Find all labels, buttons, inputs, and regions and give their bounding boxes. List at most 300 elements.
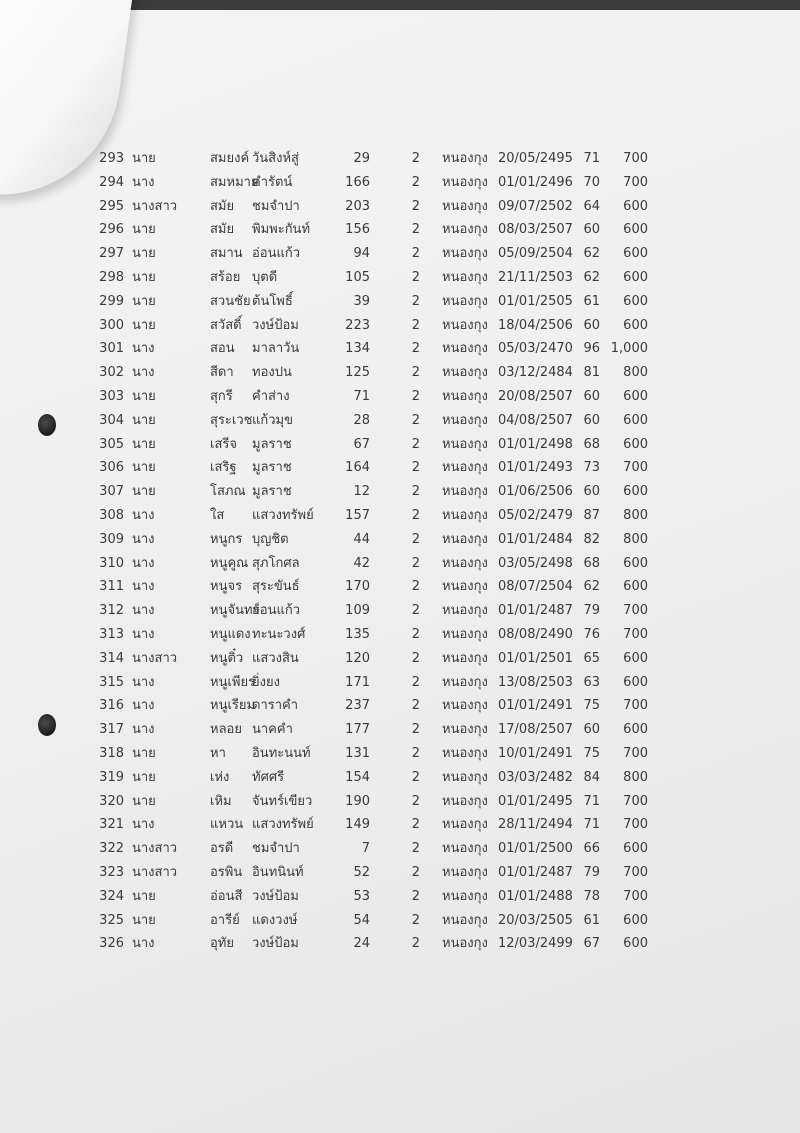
moo-number: 2 bbox=[411, 412, 420, 428]
moo-number: 2 bbox=[411, 151, 420, 166]
moo-number: 2 bbox=[411, 270, 420, 285]
first-name: สมหมาย bbox=[210, 174, 259, 190]
first-name: เสรีจ bbox=[210, 436, 237, 452]
age: 79 bbox=[583, 603, 600, 619]
age: 68 bbox=[583, 555, 600, 571]
birth-date: 01/01/2500 bbox=[498, 841, 573, 857]
house-number: 67 bbox=[353, 436, 370, 452]
name-prefix: นางสาว bbox=[132, 841, 178, 857]
moo-number: 2 bbox=[411, 627, 420, 642]
birth-date: 01/01/2491 bbox=[498, 698, 573, 714]
village-name: หนองกุง bbox=[442, 674, 488, 690]
house-number: 120 bbox=[345, 650, 370, 666]
last-name: ดาราคำ bbox=[252, 698, 299, 714]
row-number: 314 bbox=[99, 650, 124, 666]
table-row bbox=[0, 195, 800, 219]
name-prefix: นาย bbox=[132, 912, 156, 928]
birth-date: 01/01/2487 bbox=[498, 865, 573, 880]
table-row bbox=[0, 504, 800, 528]
birth-date: 03/03/2482 bbox=[498, 769, 573, 785]
row-number: 295 bbox=[99, 198, 124, 214]
age: 60 bbox=[583, 722, 600, 738]
age: 64 bbox=[583, 198, 600, 214]
village-name: หนองกุง bbox=[442, 722, 488, 738]
row-number: 321 bbox=[99, 817, 124, 833]
row-number: 304 bbox=[99, 412, 124, 428]
village-name: หนองกุง bbox=[442, 270, 488, 285]
table-row bbox=[0, 218, 800, 242]
house-number: 171 bbox=[345, 674, 370, 690]
village-name: หนองกุง bbox=[442, 222, 488, 238]
amount: 600 bbox=[623, 222, 648, 238]
house-number: 44 bbox=[353, 531, 370, 547]
row-number: 312 bbox=[99, 603, 124, 619]
house-number: 12 bbox=[353, 484, 370, 500]
age: 71 bbox=[583, 151, 600, 166]
row-number: 301 bbox=[99, 341, 124, 357]
village-name: หนองกุง bbox=[442, 912, 488, 928]
name-prefix: นาย bbox=[132, 389, 156, 404]
village-name: หนองกุง bbox=[442, 603, 488, 619]
row-number: 316 bbox=[99, 698, 124, 714]
moo-number: 2 bbox=[411, 769, 420, 785]
village-name: หนองกุง bbox=[442, 769, 488, 785]
amount: 600 bbox=[623, 841, 648, 857]
table-row bbox=[0, 813, 800, 837]
moo-number: 2 bbox=[411, 317, 420, 333]
last-name: ชมจำปา bbox=[252, 198, 300, 214]
village-name: หนองกุง bbox=[442, 412, 488, 428]
village-name: หนองกุง bbox=[442, 817, 488, 833]
table-row bbox=[0, 552, 800, 576]
row-number: 303 bbox=[99, 389, 124, 404]
amount: 600 bbox=[623, 270, 648, 285]
birth-date: 01/01/2493 bbox=[498, 460, 573, 476]
name-prefix: นาง bbox=[132, 674, 155, 690]
house-number: 190 bbox=[345, 793, 370, 809]
age: 60 bbox=[583, 317, 600, 333]
birth-date: 05/03/2470 bbox=[498, 341, 573, 357]
name-prefix: นาง bbox=[132, 508, 155, 523]
village-name: หนองกุง bbox=[442, 198, 488, 214]
first-name: หลอย bbox=[210, 722, 242, 738]
first-name: อุทัย bbox=[210, 936, 234, 952]
table-row bbox=[0, 671, 800, 695]
table-row bbox=[0, 290, 800, 314]
row-number: 306 bbox=[99, 460, 124, 476]
moo-number: 2 bbox=[411, 936, 420, 952]
last-name: มูลราช bbox=[252, 484, 292, 500]
house-number: 42 bbox=[353, 555, 370, 571]
last-name: สุระขันธ์ bbox=[252, 579, 300, 595]
village-name: หนองกุง bbox=[442, 151, 488, 166]
last-name: ทองปน bbox=[252, 365, 292, 381]
birth-date: 13/08/2503 bbox=[498, 674, 573, 690]
table-row bbox=[0, 456, 800, 480]
first-name: สมัย bbox=[210, 222, 235, 238]
house-number: 135 bbox=[345, 627, 370, 642]
name-prefix: นาย bbox=[132, 484, 156, 500]
last-name: วันสิงห์สู่ bbox=[252, 151, 299, 166]
name-prefix: นางสาว bbox=[132, 865, 178, 880]
amount: 700 bbox=[623, 698, 648, 714]
village-name: หนองกุง bbox=[442, 508, 488, 523]
village-name: หนองกุง bbox=[442, 579, 488, 595]
name-prefix: นาง bbox=[132, 365, 155, 381]
name-prefix: นาง bbox=[132, 579, 155, 595]
amount: 700 bbox=[623, 603, 648, 619]
age: 81 bbox=[583, 365, 600, 381]
first-name: สุระเวช bbox=[210, 412, 253, 428]
amount: 600 bbox=[623, 722, 648, 738]
age: 78 bbox=[583, 888, 600, 904]
row-number: 293 bbox=[99, 151, 124, 166]
last-name: ต้นโพธิ์ bbox=[252, 293, 293, 309]
row-number: 309 bbox=[99, 531, 124, 547]
village-name: หนองกุง bbox=[442, 698, 488, 714]
table-row bbox=[0, 337, 800, 361]
row-number: 322 bbox=[99, 841, 124, 857]
house-number: 54 bbox=[353, 912, 370, 928]
birth-date: 01/01/2496 bbox=[498, 174, 573, 190]
house-number: 149 bbox=[345, 817, 370, 833]
name-prefix: นาย bbox=[132, 436, 156, 452]
name-prefix: นาย bbox=[132, 246, 156, 262]
age: 75 bbox=[583, 698, 600, 714]
moo-number: 2 bbox=[411, 793, 420, 809]
amount: 700 bbox=[623, 174, 648, 190]
amount: 600 bbox=[623, 484, 648, 500]
last-name: บุญชิต bbox=[252, 531, 289, 547]
name-prefix: นาย bbox=[132, 793, 156, 809]
last-name: สุภโกศล bbox=[252, 555, 300, 571]
table-row bbox=[0, 433, 800, 457]
age: 71 bbox=[583, 817, 600, 833]
row-number: 313 bbox=[99, 627, 124, 642]
table-row bbox=[0, 528, 800, 552]
age: 82 bbox=[583, 531, 600, 547]
row-number: 317 bbox=[99, 722, 124, 738]
house-number: 177 bbox=[345, 722, 370, 738]
row-number: 318 bbox=[99, 746, 124, 761]
name-prefix: นาย bbox=[132, 293, 156, 309]
first-name: หนูติ๋ว bbox=[210, 650, 244, 666]
name-prefix: นาง bbox=[132, 531, 155, 547]
name-prefix: นางสาว bbox=[132, 198, 178, 214]
amount: 700 bbox=[623, 888, 648, 904]
name-prefix: นาง bbox=[132, 174, 155, 190]
moo-number: 2 bbox=[411, 365, 420, 381]
village-name: หนองกุง bbox=[442, 627, 488, 642]
first-name: สีดา bbox=[210, 365, 234, 381]
age: 61 bbox=[583, 912, 600, 928]
first-name: ใส bbox=[210, 508, 225, 523]
name-prefix: นางสาว bbox=[132, 650, 178, 666]
birth-date: 03/12/2484 bbox=[498, 365, 573, 381]
first-name: หนูจันทร์ bbox=[210, 603, 260, 619]
village-name: หนองกุง bbox=[442, 341, 488, 357]
village-name: หนองกุง bbox=[442, 317, 488, 333]
first-name: เหิม bbox=[210, 793, 232, 809]
first-name: สร้อย bbox=[210, 270, 241, 285]
house-number: 125 bbox=[345, 365, 370, 381]
house-number: 237 bbox=[345, 698, 370, 714]
name-prefix: นาง bbox=[132, 341, 155, 357]
last-name: ทะนะวงศ์ bbox=[252, 627, 306, 642]
first-name: สอน bbox=[210, 341, 235, 357]
name-prefix: นาง bbox=[132, 555, 155, 571]
amount: 600 bbox=[623, 389, 648, 404]
last-name: คำส่าง bbox=[252, 389, 290, 404]
village-name: หนองกุง bbox=[442, 531, 488, 547]
first-name: สมยงค์ bbox=[210, 151, 250, 166]
table-row bbox=[0, 242, 800, 266]
last-name: ชมจำปา bbox=[252, 841, 300, 857]
amount: 600 bbox=[623, 246, 648, 262]
last-name: บุตดี bbox=[252, 270, 278, 285]
age: 71 bbox=[583, 793, 600, 809]
last-name: แสวงทรัพย์ bbox=[252, 817, 314, 833]
house-number: 7 bbox=[361, 841, 370, 857]
amount: 600 bbox=[623, 912, 648, 928]
name-prefix: นาง bbox=[132, 627, 155, 642]
table-row bbox=[0, 766, 800, 790]
house-number: 39 bbox=[353, 293, 370, 309]
birth-date: 01/01/2484 bbox=[498, 531, 573, 547]
village-name: หนองกุง bbox=[442, 793, 488, 809]
first-name: อรพิน bbox=[210, 865, 243, 880]
first-name: อ่อนสี bbox=[210, 888, 243, 904]
village-name: หนองกุง bbox=[442, 460, 488, 476]
village-name: หนองกุง bbox=[442, 746, 488, 761]
birth-date: 01/01/2498 bbox=[498, 436, 573, 452]
last-name: แสวงสิน bbox=[252, 650, 299, 666]
village-name: หนองกุง bbox=[442, 389, 488, 404]
first-name: เสริฐ bbox=[210, 460, 237, 476]
last-name: นาคคำ bbox=[252, 722, 293, 738]
house-number: 154 bbox=[345, 769, 370, 785]
first-name: หนูจร bbox=[210, 579, 243, 595]
amount: 600 bbox=[623, 674, 648, 690]
birth-date: 12/03/2499 bbox=[498, 936, 573, 952]
table-row bbox=[0, 742, 800, 766]
age: 68 bbox=[583, 436, 600, 452]
name-prefix: นาย bbox=[132, 769, 156, 785]
village-name: หนองกุง bbox=[442, 888, 488, 904]
table-row bbox=[0, 266, 800, 290]
moo-number: 2 bbox=[411, 674, 420, 690]
last-name: จันทร์เขียว bbox=[252, 793, 313, 809]
village-name: หนองกุง bbox=[442, 293, 488, 309]
last-name: คำรัตน์ bbox=[252, 174, 293, 190]
house-number: 166 bbox=[345, 174, 370, 190]
table-row bbox=[0, 790, 800, 814]
house-number: 156 bbox=[345, 222, 370, 238]
name-prefix: นาย bbox=[132, 270, 156, 285]
birth-date: 01/01/2501 bbox=[498, 650, 573, 666]
amount: 700 bbox=[623, 793, 648, 809]
birth-date: 01/01/2495 bbox=[498, 793, 573, 809]
village-name: หนองกุง bbox=[442, 555, 488, 571]
amount: 700 bbox=[623, 151, 648, 166]
row-number: 305 bbox=[99, 436, 124, 452]
first-name: เห่ง bbox=[210, 769, 230, 785]
name-prefix: นาง bbox=[132, 817, 155, 833]
age: 62 bbox=[583, 270, 600, 285]
table-row bbox=[0, 647, 800, 671]
birth-date: 01/06/2506 bbox=[498, 484, 573, 500]
moo-number: 2 bbox=[411, 888, 420, 904]
age: 66 bbox=[583, 841, 600, 857]
last-name: อ่อนแก้ว bbox=[252, 246, 301, 262]
birth-date: 08/03/2507 bbox=[498, 222, 573, 238]
house-number: 157 bbox=[345, 508, 370, 523]
age: 60 bbox=[583, 222, 600, 238]
amount: 600 bbox=[623, 317, 648, 333]
amount: 600 bbox=[623, 412, 648, 428]
row-number: 319 bbox=[99, 769, 124, 785]
table-row bbox=[0, 694, 800, 718]
birth-date: 08/08/2490 bbox=[498, 627, 573, 642]
birth-date: 01/01/2487 bbox=[498, 603, 573, 619]
table-row bbox=[0, 837, 800, 861]
last-name: วงษ์ป้อม bbox=[252, 888, 299, 904]
house-number: 53 bbox=[353, 888, 370, 904]
first-name: หนูเรียม bbox=[210, 698, 256, 714]
birth-date: 28/11/2494 bbox=[498, 817, 573, 833]
moo-number: 2 bbox=[411, 174, 420, 190]
last-name: ยิ่งยง bbox=[252, 674, 280, 690]
moo-number: 2 bbox=[411, 698, 420, 714]
name-prefix: นาง bbox=[132, 698, 155, 714]
age: 60 bbox=[583, 389, 600, 404]
row-number: 324 bbox=[99, 888, 124, 904]
table-row bbox=[0, 623, 800, 647]
table-row bbox=[0, 409, 800, 433]
moo-number: 2 bbox=[411, 865, 420, 880]
name-prefix: นาง bbox=[132, 936, 155, 952]
table-row bbox=[0, 718, 800, 742]
age: 73 bbox=[583, 460, 600, 476]
name-prefix: นาง bbox=[132, 722, 155, 738]
house-number: 71 bbox=[353, 389, 370, 404]
village-name: หนองกุง bbox=[442, 246, 488, 262]
village-name: หนองกุง bbox=[442, 484, 488, 500]
birth-date: 20/08/2507 bbox=[498, 389, 573, 404]
age: 62 bbox=[583, 246, 600, 262]
moo-number: 2 bbox=[411, 603, 420, 619]
house-number: 134 bbox=[345, 341, 370, 357]
age: 60 bbox=[583, 484, 600, 500]
age: 67 bbox=[583, 936, 600, 952]
age: 63 bbox=[583, 674, 600, 690]
last-name: มูลราช bbox=[252, 460, 292, 476]
amount: 1,000 bbox=[610, 341, 648, 357]
table-row bbox=[0, 314, 800, 338]
first-name: สวัสดิ์ bbox=[210, 317, 242, 333]
table-row bbox=[0, 909, 800, 933]
moo-number: 2 bbox=[411, 746, 420, 761]
birth-date: 20/03/2505 bbox=[498, 912, 573, 928]
moo-number: 2 bbox=[411, 484, 420, 500]
age: 75 bbox=[583, 746, 600, 761]
row-number: 299 bbox=[99, 293, 124, 309]
birth-date: 05/09/2504 bbox=[498, 246, 573, 262]
row-number: 302 bbox=[99, 365, 124, 381]
first-name: หนูคูณ bbox=[210, 555, 249, 571]
moo-number: 2 bbox=[411, 341, 420, 357]
last-name: มาลาวัน bbox=[252, 341, 300, 357]
last-name: มูลราช bbox=[252, 436, 292, 452]
first-name: สุกรี bbox=[210, 389, 233, 404]
amount: 800 bbox=[623, 531, 648, 547]
first-name: แหวน bbox=[210, 817, 244, 833]
moo-number: 2 bbox=[411, 198, 420, 214]
amount: 600 bbox=[623, 293, 648, 309]
last-name: ทัศศรี bbox=[252, 769, 285, 785]
village-name: หนองกุง bbox=[442, 436, 488, 452]
moo-number: 2 bbox=[411, 579, 420, 595]
birth-date: 01/01/2488 bbox=[498, 888, 573, 904]
age: 60 bbox=[583, 412, 600, 428]
moo-number: 2 bbox=[411, 460, 420, 476]
table-row bbox=[0, 861, 800, 885]
row-number: 320 bbox=[99, 793, 124, 809]
row-number: 298 bbox=[99, 270, 124, 285]
name-prefix: นาย bbox=[132, 460, 156, 476]
moo-number: 2 bbox=[411, 508, 420, 523]
moo-number: 2 bbox=[411, 650, 420, 666]
name-prefix: นาย bbox=[132, 151, 156, 166]
house-number: 52 bbox=[353, 865, 370, 880]
amount: 600 bbox=[623, 936, 648, 952]
first-name: หนูแดง bbox=[210, 627, 251, 642]
first-name: หา bbox=[210, 746, 226, 761]
name-prefix: นาย bbox=[132, 888, 156, 904]
first-name: สมาน bbox=[210, 246, 243, 262]
last-name: อินทนินท์ bbox=[252, 865, 304, 880]
house-number: 131 bbox=[345, 746, 370, 761]
birth-date: 08/07/2504 bbox=[498, 579, 573, 595]
village-name: หนองกุง bbox=[442, 865, 488, 880]
moo-number: 2 bbox=[411, 222, 420, 238]
moo-number: 2 bbox=[411, 389, 420, 404]
age: 87 bbox=[583, 508, 600, 523]
house-number: 24 bbox=[353, 936, 370, 952]
table-row bbox=[0, 575, 800, 599]
village-name: หนองกุง bbox=[442, 174, 488, 190]
name-prefix: นาย bbox=[132, 317, 156, 333]
row-number: 315 bbox=[99, 674, 124, 690]
village-name: หนองกุง bbox=[442, 365, 488, 381]
age: 62 bbox=[583, 579, 600, 595]
house-number: 94 bbox=[353, 246, 370, 262]
last-name: วงษ์ป้อม bbox=[252, 317, 299, 333]
house-number: 105 bbox=[345, 270, 370, 285]
house-number: 223 bbox=[345, 317, 370, 333]
last-name: อินทะนนท์ bbox=[252, 746, 311, 761]
birth-date: 04/08/2507 bbox=[498, 412, 573, 428]
amount: 700 bbox=[623, 627, 648, 642]
name-prefix: นาย bbox=[132, 412, 156, 428]
moo-number: 2 bbox=[411, 912, 420, 928]
age: 84 bbox=[583, 769, 600, 785]
village-name: หนองกุง bbox=[442, 841, 488, 857]
birth-date: 10/01/2491 bbox=[498, 746, 573, 761]
moo-number: 2 bbox=[411, 722, 420, 738]
age: 65 bbox=[583, 650, 600, 666]
row-number: 294 bbox=[99, 174, 124, 190]
